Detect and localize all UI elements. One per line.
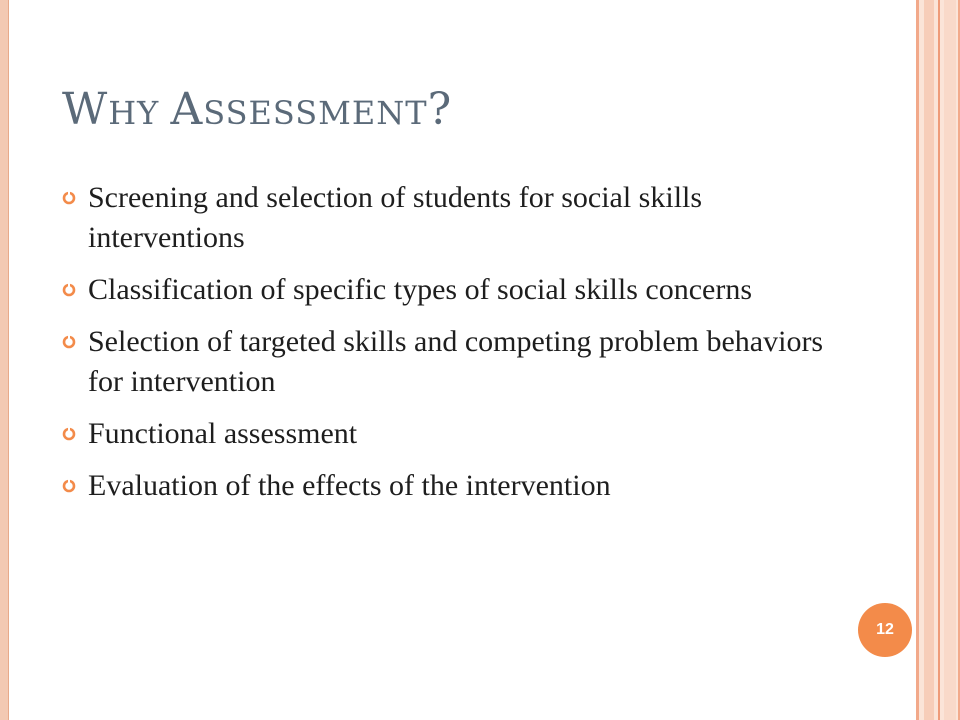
left-border xyxy=(0,0,8,720)
title-part: HY xyxy=(108,94,171,132)
page-number-badge: 12 xyxy=(858,603,912,657)
bullet-item xyxy=(62,414,842,454)
title-part: A xyxy=(170,84,204,135)
right-decorative-stripes xyxy=(916,0,960,720)
bullet-text: Classification of specific types of social skills concerns xyxy=(88,273,752,306)
bullet-item xyxy=(62,322,842,402)
ring-bullet-icon xyxy=(62,479,76,493)
ring-bullet-icon xyxy=(62,283,76,297)
bullet-text: Evaluation of the effects of the intervention xyxy=(88,469,611,502)
title-part: SSESSMENT xyxy=(203,94,428,132)
slide-title xyxy=(62,84,452,135)
stripe xyxy=(916,0,919,720)
bullet-text: Screening and selection of students for social skills interventions xyxy=(88,181,703,254)
bullet-item xyxy=(62,270,842,310)
ring-bullet-icon xyxy=(62,191,76,205)
stripe xyxy=(944,0,956,720)
title-part: W xyxy=(62,84,109,135)
bullet-text: Selection of targeted skills and competing problem behaviors for intervention xyxy=(88,325,824,398)
stripe xyxy=(924,0,934,720)
bullet-text: Functional assessment xyxy=(88,417,358,450)
stripe xyxy=(938,0,940,720)
ring-bullet-icon xyxy=(62,335,76,349)
bullet-list xyxy=(62,178,842,518)
bullet-item xyxy=(62,178,842,258)
ring-bullet-icon xyxy=(62,427,76,441)
title-part: ? xyxy=(427,84,453,135)
bullet-item xyxy=(62,466,842,506)
